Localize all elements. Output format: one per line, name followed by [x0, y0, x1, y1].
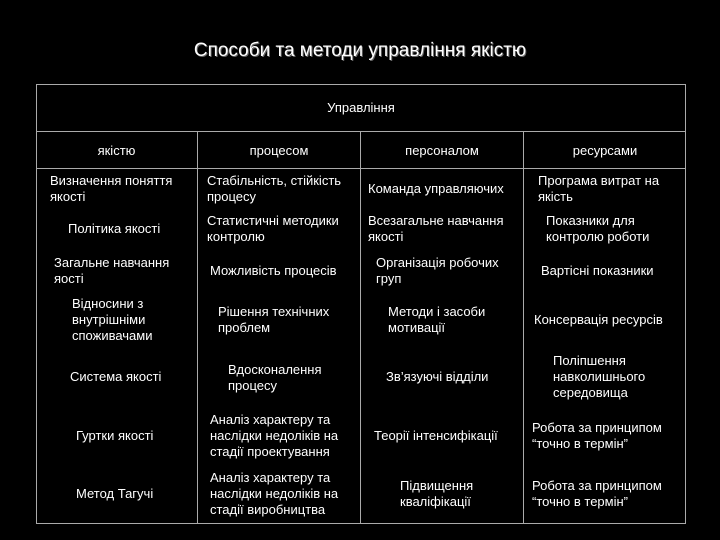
column-header-resources: ресурсами	[572, 142, 638, 158]
table-cell: Статистичні методики контролю	[207, 213, 339, 244]
table-cell: Визначення поняття якості	[50, 173, 173, 204]
table-cell: Команда управляючих	[368, 181, 504, 196]
table-cell: Вартісні показники	[541, 263, 654, 278]
table-cell: Робота за принципом “точно в термін”	[532, 478, 662, 509]
table-cell: Вдосконалення процесу	[228, 362, 322, 393]
table-cell: Стабільність, стійкість процесу	[207, 173, 342, 204]
table-cell: Організація робочих груп	[376, 255, 499, 286]
table-cell: Консервація ресурсів	[534, 312, 663, 327]
column-divider	[360, 132, 361, 524]
table-cell: Зв’язуючі відділи	[386, 369, 489, 384]
column-divider	[523, 132, 524, 524]
table-cell: Методи і засоби мотивації	[388, 304, 486, 335]
table-cell: Метод Тагучі	[76, 486, 154, 501]
column-header-quality: якістю	[97, 142, 136, 158]
table-header: Управління	[36, 84, 686, 132]
table-cell: Аналіз характеру та наслідки недоліків на стадії виробництва	[210, 470, 339, 517]
row-divider	[36, 168, 686, 169]
table-cell: Робота за принципом “точно в термін”	[532, 420, 662, 451]
table-cell: Програма витрат на якість	[538, 173, 660, 204]
table-cell: Можливість процесів	[210, 263, 337, 278]
table-cell: Відносини з внутрішніми споживачами	[72, 296, 153, 343]
column-header-process: процесом	[249, 142, 309, 158]
table-cell: Система якості	[70, 369, 162, 384]
column-divider	[197, 132, 198, 524]
table-cell: Рішення технічних проблем	[218, 304, 330, 335]
table-cell: Гуртки якості	[76, 428, 154, 443]
column-header-personnel: персоналом	[405, 142, 479, 158]
table-cell: Всезагальне навчання якості	[368, 213, 504, 244]
page-title: Способи та методи управління якістю	[193, 40, 527, 61]
table-cell: Загальне навчання яості	[54, 255, 170, 286]
table-cell: Підвищення кваліфікації	[400, 478, 474, 509]
table-cell: Показники для контролю роботи	[546, 213, 650, 244]
table-cell: Аналіз характеру та наслідки недоліків на стадії проектування	[210, 412, 339, 459]
table-cell: Поліпшення навколишнього середовища	[553, 353, 646, 400]
table-cell: Теорії інтенсифікації	[374, 428, 498, 443]
table-cell: Політика якості	[68, 221, 161, 236]
